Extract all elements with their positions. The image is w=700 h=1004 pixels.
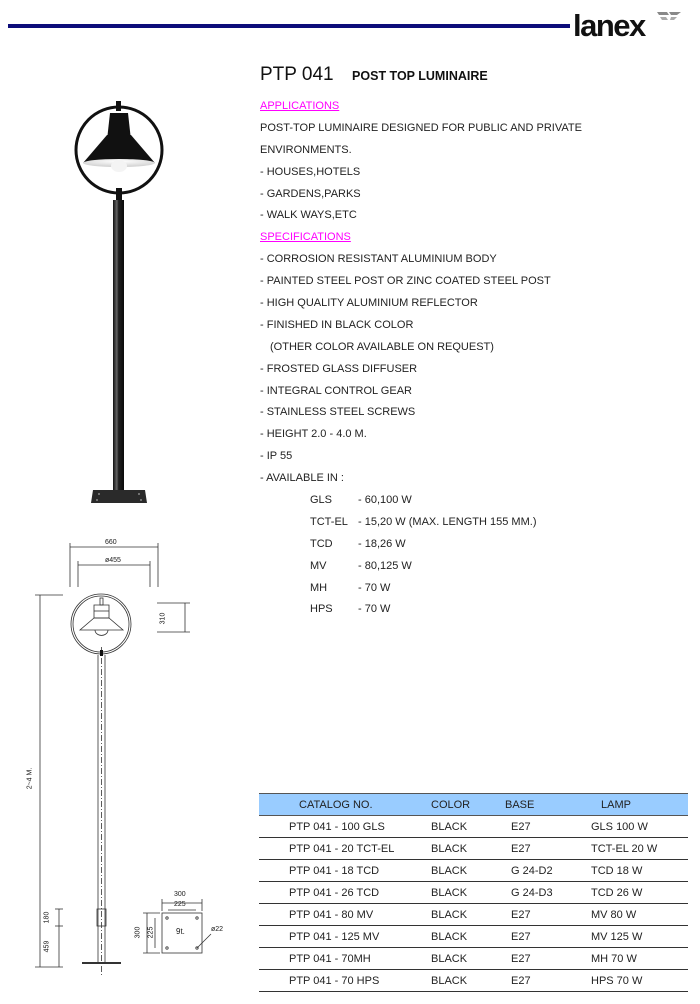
cell-color: BLACK (431, 864, 468, 877)
dim-base-side-outer: 300 (134, 926, 142, 939)
applications-heading: APPLICATIONS (260, 100, 340, 112)
page-title (260, 64, 488, 86)
technical-drawing (25, 535, 255, 975)
cell-base: G 24-D2 (511, 864, 553, 877)
cell-catalog: PTP 041 - 20 TCT-EL (289, 842, 395, 855)
plate-thickness: 9t. (176, 927, 185, 936)
lamp-type: GLS (310, 494, 333, 507)
table-row (259, 882, 688, 904)
cell-base: E27 (511, 930, 531, 943)
column-header-base: BASE (505, 798, 535, 811)
dim-base-inner: 225 (174, 901, 186, 908)
cell-color: BLACK (431, 930, 468, 943)
lamp-option (260, 491, 590, 513)
cell-base: E27 (511, 908, 531, 921)
product-code: PTP 041 (260, 64, 334, 85)
table-row (259, 926, 688, 948)
spec-item: - PAINTED STEEL POST OR ZINC COATED STEEL POST (260, 275, 551, 288)
dim-width-inner: ø455 (105, 557, 121, 564)
lamp-wattage: - 18,26 W (358, 537, 406, 550)
brand-name: lanex (573, 8, 645, 43)
spec-item: - IP 55 (260, 450, 293, 463)
spec-item: - FROSTED GLASS DIFFUSER (260, 362, 418, 375)
product-photo (55, 85, 195, 510)
lamp-option (260, 513, 590, 535)
lamp-wattage: - 15,20 W (MAX. LENGTH 155 MM.) (358, 515, 537, 528)
lamp-wattage: - 70 W (358, 581, 391, 594)
cell-color: BLACK (431, 886, 468, 899)
application-item: - WALK WAYS,ETC (260, 209, 357, 222)
column-header-catalog: CATALOG NO. (299, 798, 373, 811)
column-header-color: COLOR (431, 798, 471, 811)
cell-lamp: MV 80 W (591, 908, 637, 921)
spec-item: - HEIGHT 2.0 - 4.0 M. (260, 428, 367, 441)
cell-catalog: PTP 041 - 26 TCD (289, 886, 380, 899)
catalog-table (259, 793, 688, 992)
cell-base: E27 (511, 820, 531, 833)
spec-item: - AVAILABLE IN : (260, 472, 344, 485)
header-rule (8, 24, 570, 28)
cell-color: BLACK (431, 974, 468, 987)
table-row (259, 970, 688, 992)
cell-catalog: PTP 041 - 125 MV (289, 930, 380, 943)
spec-item: - HIGH QUALITY ALUMINIUM REFLECTOR (260, 297, 478, 310)
lamp-option (260, 579, 590, 601)
lamp-type: MV (310, 559, 327, 572)
dim-door-offset: 459 (43, 940, 51, 953)
cell-color: BLACK (431, 952, 468, 965)
cell-color: BLACK (431, 842, 468, 855)
cell-catalog: PTP 041 - 100 GLS (289, 820, 385, 833)
application-item: - GARDENS,PARKS (260, 187, 361, 200)
lamp-option (260, 600, 590, 622)
column-header-lamp: LAMP (601, 798, 631, 811)
table-row (259, 860, 688, 882)
cell-lamp: TCT-EL 20 W (591, 842, 658, 855)
product-name: POST TOP LUMINAIRE (352, 69, 488, 83)
cell-catalog: PTP 041 - 70 HPS (289, 974, 380, 987)
cell-color: BLACK (431, 908, 468, 921)
hole-diameter: ø22 (211, 926, 224, 933)
dim-door-height: 180 (43, 911, 51, 924)
dimension-drawing (25, 535, 255, 975)
cell-base: G 24-D3 (511, 886, 553, 899)
product-description (260, 97, 590, 622)
spec-item: - STAINLESS STEEL SCREWS (260, 406, 416, 419)
lamp-type: TCD (310, 537, 333, 550)
cell-lamp: MV 125 W (591, 930, 643, 943)
lamp-wattage: - 70 W (358, 603, 391, 616)
lamp-wattage: - 80,125 W (358, 559, 412, 572)
dim-base-side-inner: 225 (147, 926, 155, 939)
table-row (259, 948, 688, 970)
cell-lamp: TCD 26 W (591, 886, 643, 899)
lamp-type: TCT-EL (310, 515, 348, 528)
spec-item: - CORROSION RESISTANT ALUMINIUM BODY (260, 253, 497, 266)
table-row (259, 838, 688, 860)
cell-base: E27 (511, 842, 531, 855)
lamp-type: MH (310, 581, 328, 594)
logo-chevron-icon (655, 10, 683, 24)
dim-base-outer: 300 (174, 891, 186, 898)
applications-description: POST-TOP LUMINAIRE DESIGNED FOR PUBLIC AND PRIVATE (260, 121, 582, 134)
cell-base: E27 (511, 974, 531, 987)
application-item: - HOUSES,HOTELS (260, 165, 361, 178)
lamp-option (260, 557, 590, 579)
dim-head-height: 310 (159, 612, 167, 625)
cell-color: BLACK (431, 820, 468, 833)
lamp-wattage: - 60,100 W (358, 494, 412, 507)
spec-item-note: (OTHER COLOR AVAILABLE ON REQUEST) (270, 340, 494, 353)
cell-lamp: MH 70 W (591, 952, 637, 965)
cell-catalog: PTP 041 - 70MH (289, 952, 371, 965)
table-row (259, 904, 688, 926)
cell-lamp: GLS 100 W (591, 820, 648, 833)
table-header (259, 793, 688, 816)
specifications-heading: SPECIFICATIONS (260, 231, 351, 244)
applications-description-cont: ENVIRONMENTS. (260, 143, 352, 156)
cell-catalog: PTP 041 - 18 TCD (289, 864, 380, 877)
cell-catalog: PTP 041 - 80 MV (289, 908, 374, 921)
spec-item: - INTEGRAL CONTROL GEAR (260, 384, 412, 397)
table-row (259, 816, 688, 838)
brand-logo (573, 8, 683, 44)
dim-total-height: 2~4 M. (26, 767, 34, 790)
dim-width-outer: 660 (105, 539, 117, 546)
lamp-type: HPS (310, 603, 333, 616)
lamp-option (260, 535, 590, 557)
cell-lamp: HPS 70 W (591, 974, 643, 987)
spec-item: - FINISHED IN BLACK COLOR (260, 318, 414, 331)
cell-base: E27 (511, 952, 531, 965)
cell-lamp: TCD 18 W (591, 864, 643, 877)
